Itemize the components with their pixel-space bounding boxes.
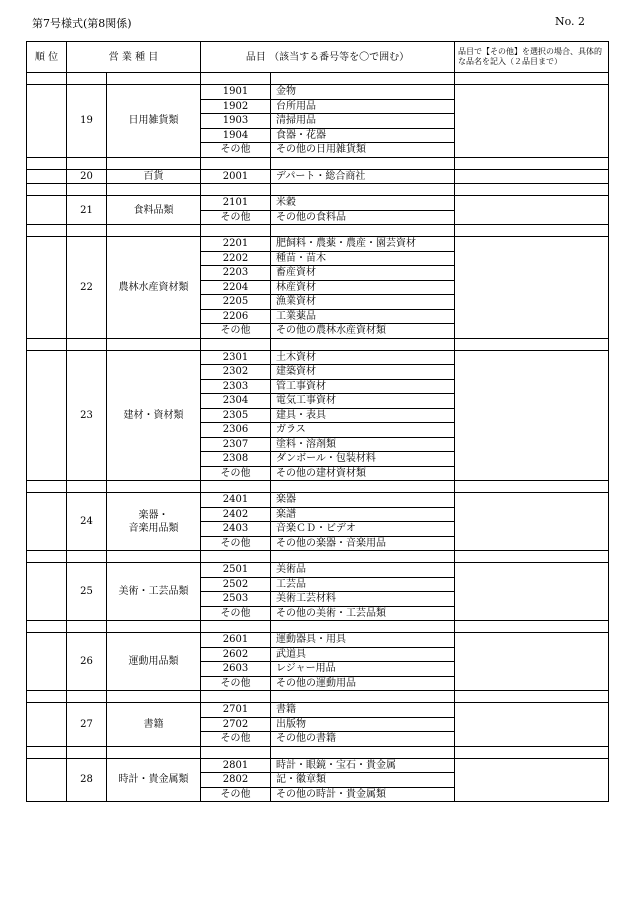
item-code[interactable]: 1902: [201, 99, 271, 114]
empty-cell: [107, 225, 201, 237]
item-name: 漁業資材: [271, 295, 455, 310]
item-code[interactable]: 2303: [201, 379, 271, 394]
category-name-line: 建材・資材類: [123, 409, 184, 421]
item-row: [27, 633, 609, 648]
category-name: [107, 350, 201, 481]
item-code[interactable]: その他: [201, 210, 271, 225]
item-name: その他の楽器・音楽用品: [271, 536, 455, 551]
item-name: その他の美術・工芸品類: [271, 606, 455, 621]
item-name: 時計・眼鏡・宝石・貴金属: [271, 758, 455, 773]
item-name: 出版物: [271, 717, 455, 732]
empty-cell: [27, 746, 67, 758]
category-number: 27: [67, 703, 107, 747]
empty-cell: [271, 746, 455, 758]
empty-cell: [455, 746, 609, 758]
spacer-row: [27, 621, 609, 633]
empty-cell: [27, 225, 67, 237]
empty-cell: [201, 551, 271, 563]
empty-cell: [107, 184, 201, 196]
rank-cell[interactable]: [27, 85, 67, 158]
note-column-header: 品目で【その他】を選択の場合、具体的な品名を記入（２品目まで）: [455, 42, 609, 73]
item-name: 米穀: [271, 196, 455, 211]
item-row: [27, 493, 609, 508]
category-name-line: 百貨: [143, 170, 164, 182]
category-number: 22: [67, 237, 107, 339]
spacer-row: [27, 157, 609, 169]
rank-cell[interactable]: [27, 703, 67, 747]
item-code[interactable]: 2001: [201, 169, 271, 184]
empty-cell: [455, 73, 609, 85]
item-code[interactable]: 2101: [201, 196, 271, 211]
category-number: 23: [67, 350, 107, 481]
item-name: 清掃用品: [271, 114, 455, 129]
empty-cell: [67, 746, 107, 758]
empty-cell: [201, 225, 271, 237]
empty-cell: [27, 157, 67, 169]
item-code[interactable]: 2503: [201, 592, 271, 607]
item-name: その他の農林水産資材類: [271, 324, 455, 339]
empty-cell: [271, 73, 455, 85]
item-code[interactable]: 2205: [201, 295, 271, 310]
empty-cell: [271, 691, 455, 703]
item-name: 土木資材: [271, 350, 455, 365]
empty-cell: [455, 691, 609, 703]
item-name: 建築資材: [271, 365, 455, 380]
empty-cell: [107, 746, 201, 758]
category-name: [107, 633, 201, 691]
item-code[interactable]: 2304: [201, 394, 271, 409]
empty-cell: [271, 225, 455, 237]
item-name: その他の日用雑貨類: [271, 143, 455, 158]
empty-cell: [67, 157, 107, 169]
rank-cell[interactable]: [27, 196, 67, 225]
item-code[interactable]: 2301: [201, 350, 271, 365]
category-name-line: 運動用品類: [128, 656, 179, 667]
item-code[interactable]: 2307: [201, 437, 271, 452]
item-name: その他の時計・貴金属類: [271, 787, 455, 802]
item-code[interactable]: 2202: [201, 251, 271, 266]
spacer-row: [27, 184, 609, 196]
empty-cell: [271, 551, 455, 563]
items-column-header: 品目 （該当する番号等を〇で囲む）: [201, 42, 455, 73]
empty-cell: [271, 157, 455, 169]
empty-cell: [455, 481, 609, 493]
empty-cell: [201, 73, 271, 85]
rank-cell[interactable]: [27, 237, 67, 339]
empty-cell: [271, 621, 455, 633]
category-number: 19: [67, 85, 107, 158]
category-name: [107, 237, 201, 339]
empty-cell: [27, 691, 67, 703]
rank-cell[interactable]: [27, 563, 67, 621]
item-row: [27, 703, 609, 718]
category-name-line: 音楽用品類: [128, 522, 179, 534]
item-code[interactable]: その他: [201, 536, 271, 551]
item-name: 種苗・苗木: [271, 251, 455, 266]
rank-cell[interactable]: [27, 633, 67, 691]
empty-cell: [201, 184, 271, 196]
item-code[interactable]: 2802: [201, 773, 271, 788]
other-item-note-cell[interactable]: [455, 85, 609, 158]
item-name: 美術工芸材料: [271, 592, 455, 607]
empty-cell: [455, 225, 609, 237]
empty-cell: [201, 746, 271, 758]
empty-cell: [201, 621, 271, 633]
empty-cell: [107, 551, 201, 563]
other-item-note-cell[interactable]: [455, 703, 609, 747]
item-code[interactable]: 2401: [201, 493, 271, 508]
empty-cell: [271, 481, 455, 493]
empty-cell: [67, 621, 107, 633]
empty-cell: [107, 621, 201, 633]
table-header-row: [27, 42, 609, 73]
category-name: [107, 493, 201, 551]
item-name: 楽譜: [271, 507, 455, 522]
item-name: 運動器具・用具: [271, 633, 455, 648]
item-code[interactable]: 1901: [201, 85, 271, 100]
category-number: 20: [67, 169, 107, 184]
item-code[interactable]: 2204: [201, 280, 271, 295]
item-code[interactable]: その他: [201, 787, 271, 802]
item-name: 楽器: [271, 493, 455, 508]
empty-cell: [67, 338, 107, 350]
empty-cell: [201, 338, 271, 350]
empty-cell: [107, 157, 201, 169]
spacer-row: [27, 746, 609, 758]
item-name: ガラス: [271, 423, 455, 438]
item-code[interactable]: 2206: [201, 309, 271, 324]
item-name: その他の食料品: [271, 210, 455, 225]
category-name: [107, 758, 201, 802]
spacer-row: [27, 551, 609, 563]
item-name: 電気工事資材: [271, 394, 455, 409]
item-code[interactable]: その他: [201, 606, 271, 621]
empty-cell: [67, 184, 107, 196]
empty-cell: [271, 338, 455, 350]
business-category-table: [26, 41, 609, 802]
item-name: 管工事資材: [271, 379, 455, 394]
other-item-note-cell[interactable]: [455, 169, 609, 184]
item-row: [27, 563, 609, 578]
item-name: 畜産資材: [271, 266, 455, 281]
category-number: 24: [67, 493, 107, 551]
item-code[interactable]: 2702: [201, 717, 271, 732]
item-name: 建具・表具: [271, 408, 455, 423]
empty-cell: [201, 157, 271, 169]
spacer-row: [27, 73, 609, 85]
other-item-note-cell[interactable]: [455, 350, 609, 481]
item-code[interactable]: 2403: [201, 522, 271, 537]
category-number: 21: [67, 196, 107, 225]
empty-cell: [455, 551, 609, 563]
empty-cell: [27, 338, 67, 350]
category-number: 25: [67, 563, 107, 621]
item-name: 肥飼料・農薬・農産・園芸資材: [271, 237, 455, 252]
item-code[interactable]: 2306: [201, 423, 271, 438]
empty-cell: [27, 621, 67, 633]
item-row: [27, 350, 609, 365]
category-name: [107, 563, 201, 621]
item-code[interactable]: 2602: [201, 647, 271, 662]
item-code[interactable]: 2203: [201, 266, 271, 281]
empty-cell: [27, 551, 67, 563]
item-code[interactable]: その他: [201, 466, 271, 481]
item-name: ダンボール・包装材料: [271, 452, 455, 467]
item-name: 書籍: [271, 703, 455, 718]
empty-cell: [455, 338, 609, 350]
other-item-note-cell[interactable]: [455, 196, 609, 225]
other-item-note-cell[interactable]: [455, 563, 609, 621]
empty-cell: [27, 481, 67, 493]
item-name: 記・徽章類: [271, 773, 455, 788]
category-name: [107, 85, 201, 158]
item-code[interactable]: 2302: [201, 365, 271, 380]
category-name-line: 時計・貴金属類: [118, 774, 189, 786]
item-code[interactable]: 2501: [201, 563, 271, 578]
empty-cell: [201, 481, 271, 493]
item-row: [27, 85, 609, 100]
item-name: 塗料・溶剤類: [271, 437, 455, 452]
category-name-line: 楽器・: [138, 509, 169, 521]
empty-cell: [27, 73, 67, 85]
item-code[interactable]: 2402: [201, 507, 271, 522]
item-code[interactable]: 2701: [201, 703, 271, 718]
item-name: レジャー用品: [271, 662, 455, 677]
item-code[interactable]: 2502: [201, 577, 271, 592]
item-row: [27, 237, 609, 252]
item-code[interactable]: 1903: [201, 114, 271, 129]
category-number: 26: [67, 633, 107, 691]
rank-cell[interactable]: [27, 169, 67, 184]
item-name: その他の建材資材類: [271, 466, 455, 481]
item-code[interactable]: その他: [201, 676, 271, 691]
category-name: [107, 196, 201, 225]
empty-cell: [107, 73, 201, 85]
item-code[interactable]: その他: [201, 143, 271, 158]
empty-cell: [455, 621, 609, 633]
empty-cell: [107, 481, 201, 493]
category-name-line: 農林水産資材類: [118, 281, 189, 293]
category-name: [107, 169, 201, 184]
item-code[interactable]: 2308: [201, 452, 271, 467]
item-name: 食器・花器: [271, 128, 455, 143]
empty-cell: [67, 225, 107, 237]
rank-cell[interactable]: [27, 758, 67, 802]
empty-cell: [201, 691, 271, 703]
other-item-note-cell[interactable]: [455, 633, 609, 691]
item-code[interactable]: 1904: [201, 128, 271, 143]
item-name: その他の書籍: [271, 732, 455, 747]
item-code[interactable]: その他: [201, 732, 271, 747]
item-name: 美術品: [271, 563, 455, 578]
item-row: [27, 758, 609, 773]
form-label: 第7号様式(第8関係): [32, 17, 132, 30]
item-code[interactable]: 2601: [201, 633, 271, 648]
item-code[interactable]: 2603: [201, 662, 271, 677]
other-item-note-cell[interactable]: [455, 758, 609, 802]
category-name-line: 書籍: [143, 718, 164, 730]
item-name: その他の運動用品: [271, 676, 455, 691]
empty-cell: [107, 338, 201, 350]
item-name: 工業薬品: [271, 309, 455, 324]
empty-cell: [27, 184, 67, 196]
business-column-header: 営 業 種 目: [67, 42, 201, 73]
empty-cell: [455, 157, 609, 169]
rank-cell[interactable]: [27, 493, 67, 551]
category-name: [107, 703, 201, 747]
category-name-line: 美術・工芸品類: [118, 586, 189, 597]
empty-cell: [67, 691, 107, 703]
empty-cell: [271, 184, 455, 196]
spacer-row: [27, 225, 609, 237]
empty-cell: [67, 551, 107, 563]
empty-cell: [67, 73, 107, 85]
item-name: 金物: [271, 85, 455, 100]
rank-column-header: 順 位: [27, 42, 67, 73]
spacer-row: [27, 481, 609, 493]
item-name: 武道具: [271, 647, 455, 662]
other-item-note-cell[interactable]: [455, 237, 609, 339]
item-code[interactable]: 2201: [201, 237, 271, 252]
item-row: [27, 169, 609, 184]
category-name-line: 日用雑貨類: [128, 115, 179, 127]
category-name-line: 食料品類: [133, 204, 174, 216]
spacer-row: [27, 338, 609, 350]
page-number: No. 2: [555, 15, 586, 28]
spacer-row: [27, 691, 609, 703]
item-name: 工芸品: [271, 577, 455, 592]
item-name: 林産資材: [271, 280, 455, 295]
item-name: 音楽ＣＤ・ビデオ: [271, 522, 455, 537]
category-number: 28: [67, 758, 107, 802]
empty-cell: [67, 481, 107, 493]
item-code[interactable]: その他: [201, 324, 271, 339]
other-item-note-cell[interactable]: [455, 493, 609, 551]
empty-cell: [455, 184, 609, 196]
item-name: 台所用品: [271, 99, 455, 114]
empty-cell: [107, 691, 201, 703]
rank-cell[interactable]: [27, 350, 67, 481]
item-row: [27, 196, 609, 211]
item-code[interactable]: 2801: [201, 758, 271, 773]
item-code[interactable]: 2305: [201, 408, 271, 423]
item-name: デパート・総合商社: [271, 169, 455, 184]
